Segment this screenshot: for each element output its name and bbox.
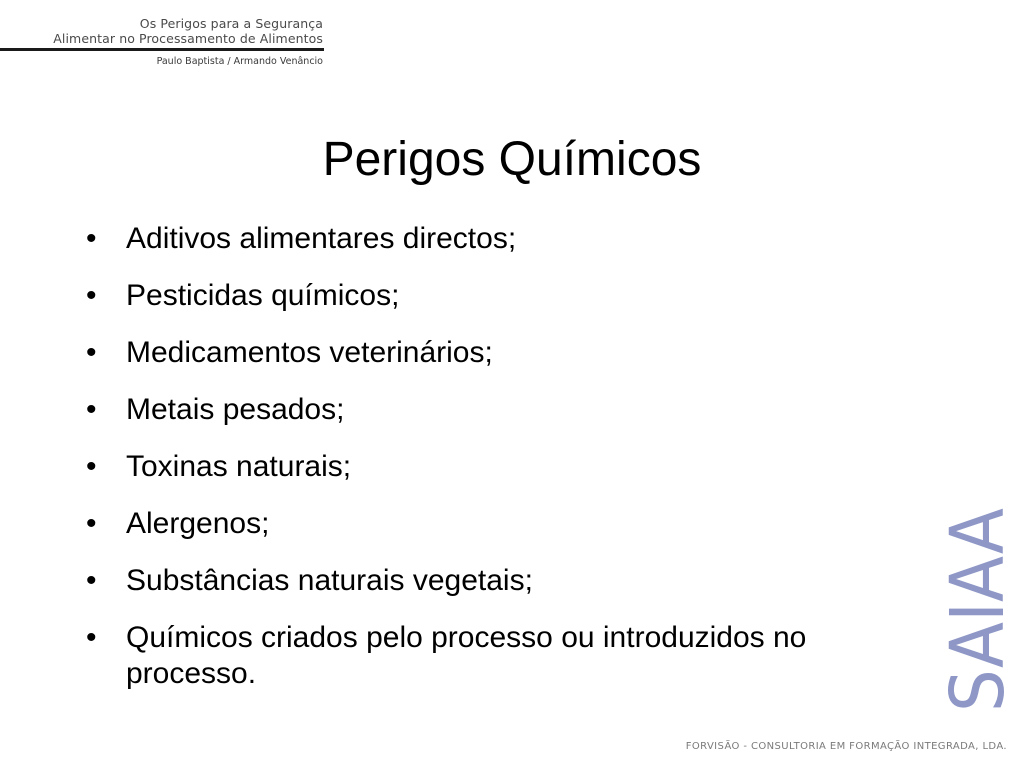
saiaa-logo-text: SAIAA: [935, 487, 1021, 712]
presentation-header: [0, 0, 330, 72]
header-title-line2: Alimentar no Processamento de Alimentos: [53, 31, 323, 46]
bullet-dot: •: [86, 222, 97, 255]
header-title-line1: Os Perigos para a Segurança: [139, 16, 323, 31]
bullet-text: Aditivos alimentares directos;: [126, 222, 517, 255]
bullet-item: [86, 392, 926, 428]
bullet-item: [86, 563, 926, 599]
bullet-text: Pesticidas químicos;: [126, 279, 400, 312]
header-divider: [0, 48, 324, 51]
bullet-item: [86, 335, 926, 371]
slide-title: Perigos Químicos: [322, 133, 702, 186]
bullet-dot: •: [86, 279, 97, 312]
bullet-dot: •: [86, 393, 97, 426]
bullet-dot: •: [86, 450, 97, 483]
bullet-dot: •: [86, 564, 97, 597]
bullet-dot: •: [86, 336, 97, 369]
bullet-text: Alergenos;: [126, 507, 270, 540]
bullet-text: Medicamentos veterinários;: [126, 336, 493, 369]
bullet-dot: •: [86, 621, 97, 654]
saiaa-logo-graphic: [935, 487, 1021, 714]
bullet-item: [86, 221, 926, 257]
footer-company: FORVISÃO - CONSULTORIA EM FORMAÇÃO INTEGRADA, LDA.: [685, 741, 1007, 752]
bullet-list: [86, 221, 926, 713]
header-authors: Paulo Baptista / Armando Venâncio: [156, 56, 323, 67]
bullet-item: [86, 620, 926, 692]
bullet-item: [86, 449, 926, 485]
bullet-text: Químicos criados pelo processo ou introduzidos no processo.: [126, 621, 807, 690]
bullet-item: [86, 278, 926, 314]
bullet-text: Substâncias naturais vegetais;: [126, 564, 533, 597]
bullet-text: Metais pesados;: [126, 393, 345, 426]
saiaa-logo: [935, 487, 1021, 714]
bullet-item: [86, 506, 926, 542]
bullet-dot: •: [86, 507, 97, 540]
bullet-text: Toxinas naturais;: [126, 450, 352, 483]
